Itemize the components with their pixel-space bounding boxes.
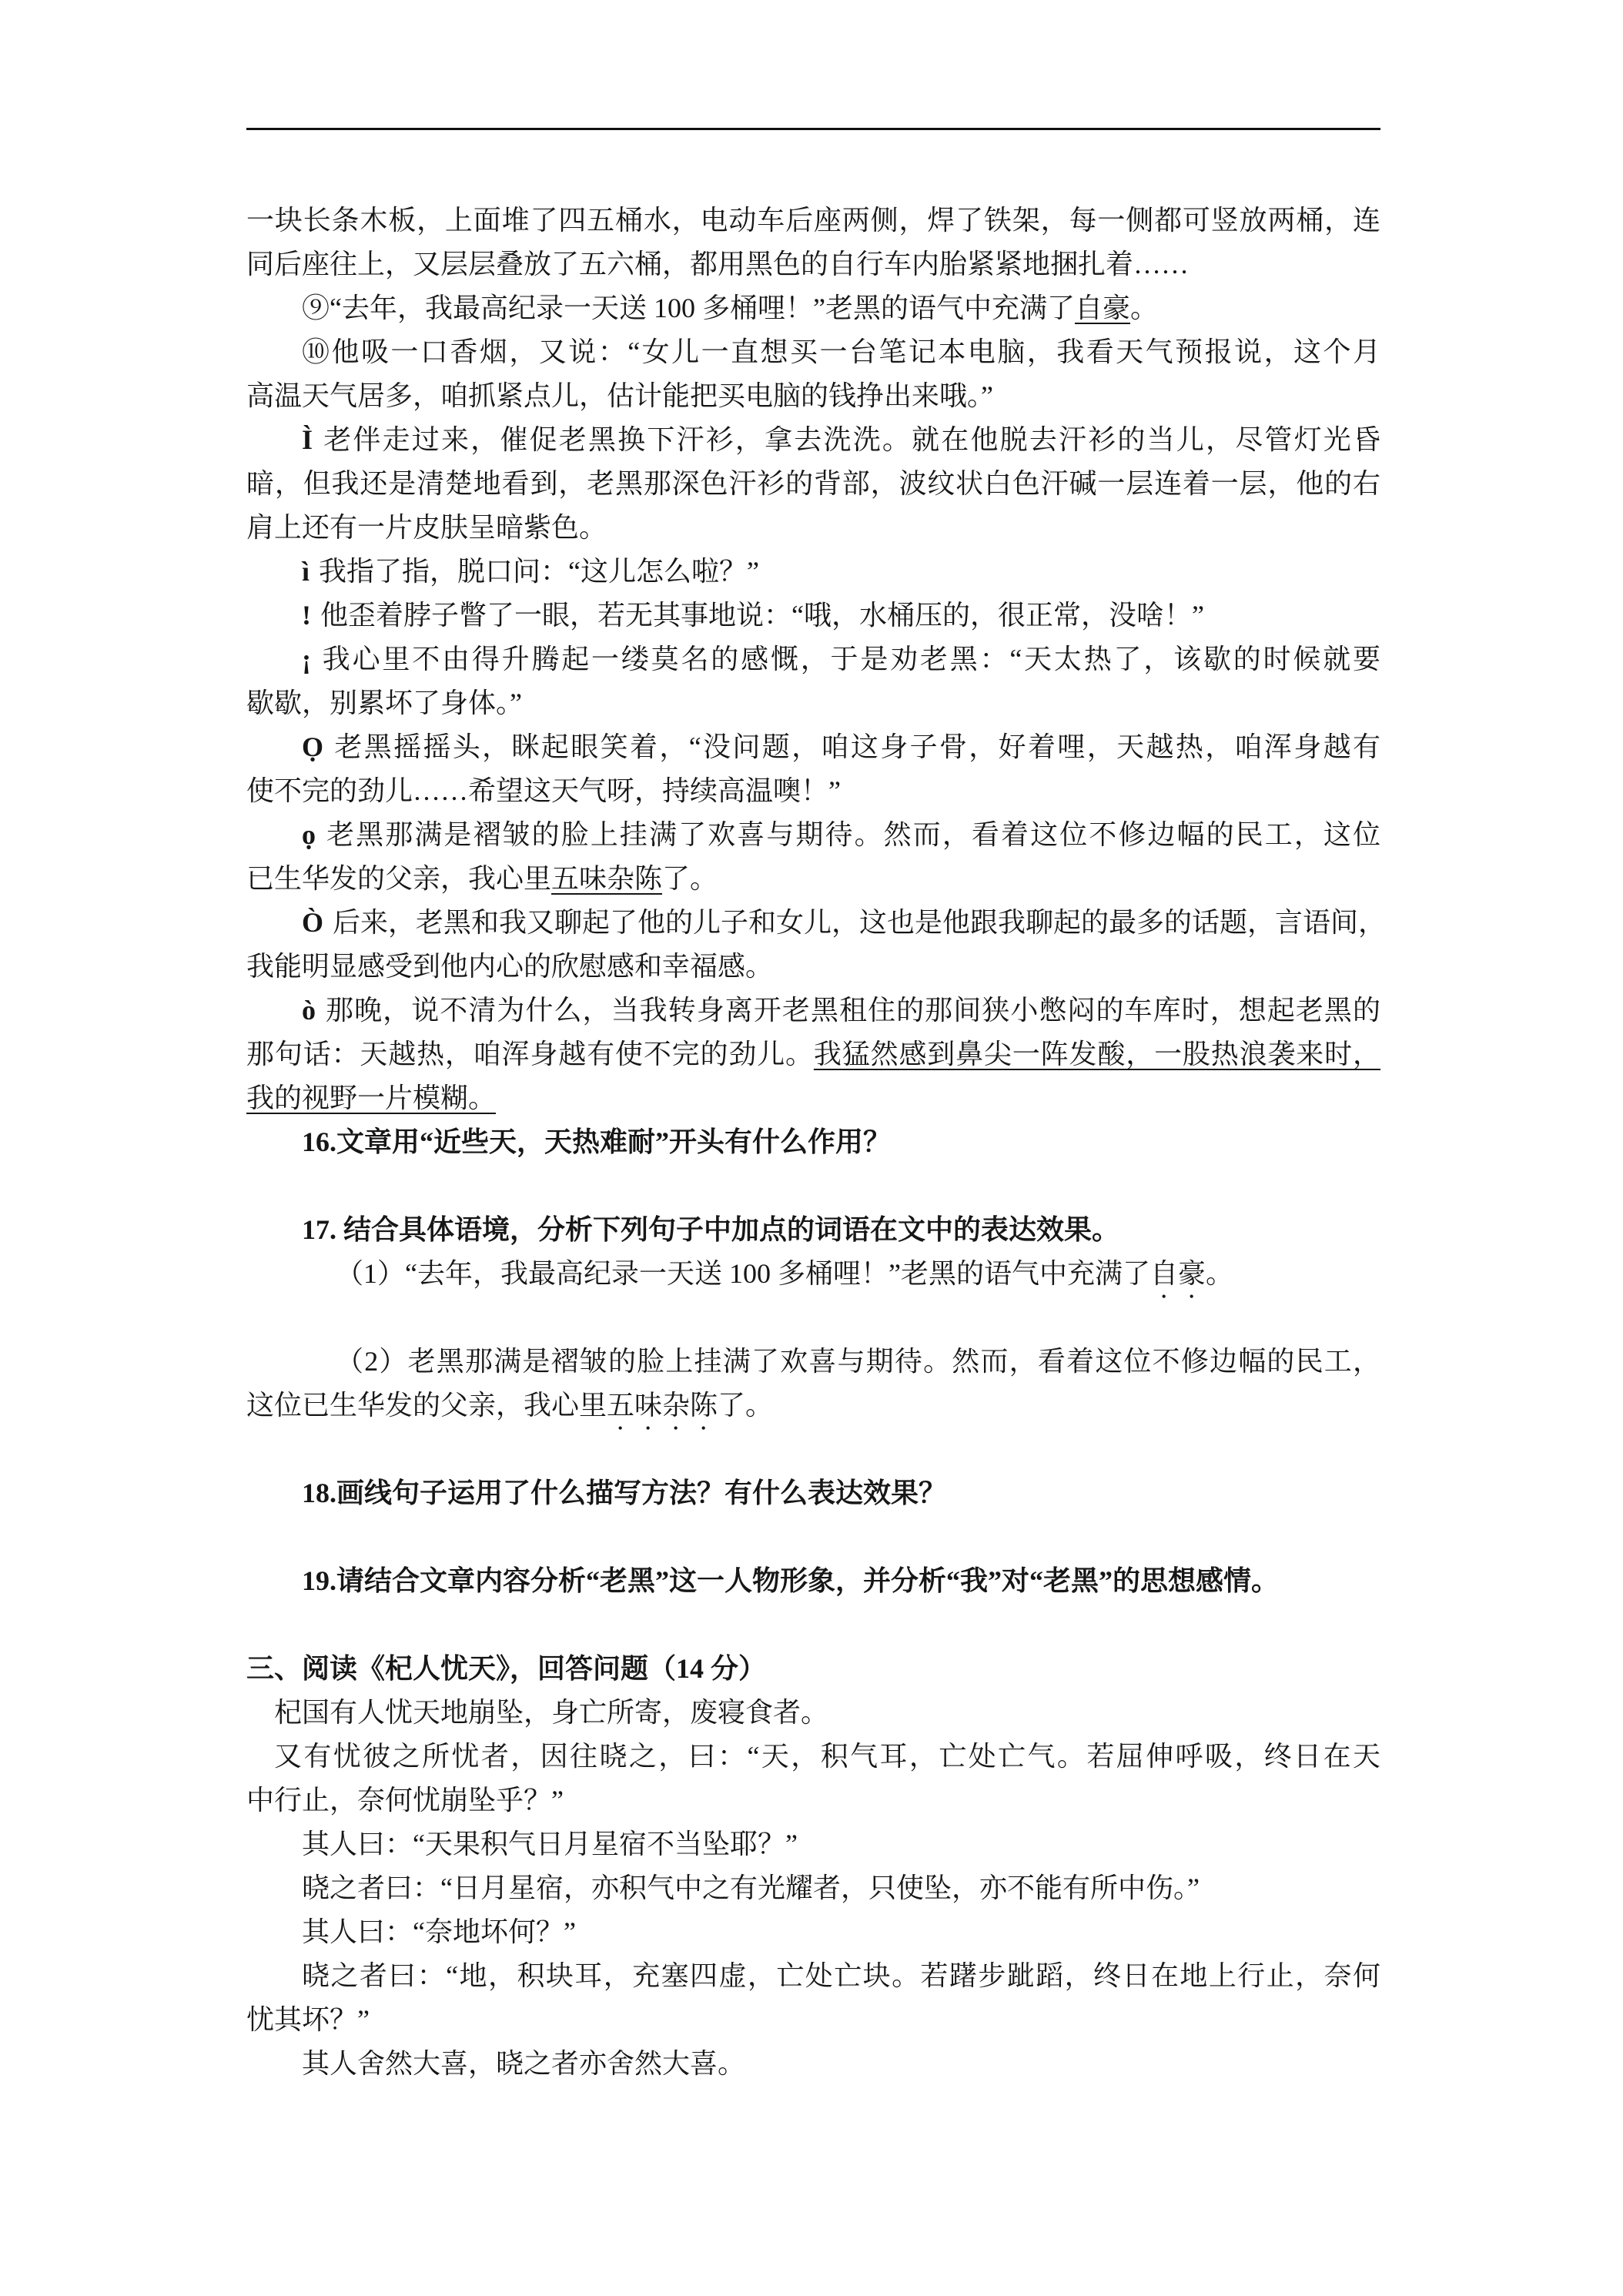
classical-text-line: 其人舍然大喜，晓之者亦舍然大喜。	[302, 2048, 746, 2079]
paragraph-number: ⑩	[302, 336, 332, 367]
paragraph-text: 。	[1130, 293, 1159, 323]
section-heading: 三、阅读《杞人忧天》，回答问题（14 分）	[246, 1653, 767, 1684]
question-text: 这位已生华发的父亲，我心里	[246, 1390, 607, 1421]
paragraph-text: 老伴走过来，催促老黑换下汗衫，拿去洗洗。就在他脱去汗衫的当儿，尽管灯光昏	[322, 424, 1380, 455]
question-text: 。	[1205, 1258, 1233, 1289]
passage-line: 我能明显感受到他内心的欣慰感和幸福感。	[246, 951, 774, 982]
paragraph-13	[246, 594, 1380, 638]
paragraph-text: “去年，我最高纪录一天送 100 多桶哩！”老黑的语气中充满了	[330, 293, 1075, 323]
dotted-word: 五味杂陈	[607, 1390, 718, 1421]
paragraph-text: 那晚，说不清为什么，当我转身离开老黑租住的那间狭小憋闷的车库时，想起老黑的	[325, 995, 1380, 1026]
classical-text-line: 其人曰：“天果积气日月星宿不当坠耶？”	[302, 1829, 798, 1859]
passage-line	[246, 1033, 1380, 1076]
classical-text-line: 晓之者曰：“日月星宿，亦积气中之有光耀者，只使坠，亦不能有所中伤。”	[302, 1873, 1200, 1903]
paragraph-9	[246, 286, 1380, 330]
paragraph-number: ⑨	[302, 293, 330, 323]
passage-line: 使不完的劲儿……希望这天气呀，持续高温噢！”	[246, 775, 841, 806]
paragraph-text: 老黑摇摇头，眯起眼笑着，“没问题，咱这身子骨，好着哩，天越热，咱浑身越有	[333, 731, 1380, 762]
underlined-word: 五味杂陈	[551, 863, 663, 894]
paragraph-text: 老黑那满是褶皱的脸上挂满了欢喜与期待。然而，看着这位不修边幅的民工，这位	[325, 819, 1380, 850]
question-text: 了。	[718, 1390, 774, 1421]
line-spacer	[246, 1515, 1380, 1559]
paragraph-text: 他歪着脖子瞥了一眼，若无其事地说：“哦，水桶压的，很正常，没啥！”	[320, 600, 1204, 631]
line-spacer	[246, 1296, 1380, 1340]
paragraph-text: 后来，老黑和我又聊起了他的儿子和女儿，这也是他跟我聊起的最多的话题，言语间，	[333, 907, 1387, 938]
question-17-item-1	[246, 1252, 1380, 1296]
passage-line: 高温天气居多，咱抓紧点儿，估计能把买电脑的钱挣出来哦。”	[246, 380, 993, 411]
question-18: 18.画线句子运用了什么描写方法？有什么表达效果？	[302, 1478, 947, 1508]
passage-line: 肩上还有一片皮肤呈暗紫色。	[246, 512, 607, 543]
question-17-item-2-line	[246, 1384, 1380, 1427]
paragraph-number: ì	[302, 556, 310, 587]
classical-text-line: 中行止，奈何忧崩坠乎？”	[246, 1785, 564, 1816]
underlined-sentence: 我猛然感到鼻尖一阵发酸，一股热浪袭来时，	[813, 1039, 1380, 1069]
line-spacer	[246, 1603, 1380, 1647]
paragraph-text: 那句话：天越热，咱浑身越有使不完的劲儿。	[246, 1039, 814, 1069]
question-17: 17. 结合具体语境，分析下列句子中加点的词语在文中的表达效果。	[302, 1214, 1120, 1245]
passage-line	[246, 857, 1380, 901]
paragraph-text: 他吸一口香烟，又说：“女儿一直想买一台笔记本电脑，我看天气预报说，这个月	[331, 336, 1380, 367]
paragraph-number: Ì	[302, 424, 313, 455]
page-content	[246, 199, 1387, 2086]
paragraph-text: 我指了指，脱口问：“这儿怎么啦？”	[319, 556, 759, 587]
dotted-word: 自豪	[1149, 1258, 1206, 1289]
paragraph-11	[246, 418, 1380, 462]
question-16: 16.文章用“近些天，天热难耐”开头有什么作用？	[302, 1126, 892, 1157]
passage-line: 歇歇，别累坏了身体。”	[246, 688, 522, 718]
passage-line: 同后座往上，又层层叠放了五六桶，都用黑色的自行车内胎紧紧地捆扎着……	[246, 249, 1190, 279]
paragraph-text: 了。	[662, 863, 718, 894]
paragraph-12	[246, 550, 1380, 594]
paragraph-18	[246, 989, 1380, 1033]
line-spacer	[246, 1427, 1380, 1471]
paragraph-16	[246, 813, 1380, 857]
paragraph-10	[246, 330, 1380, 374]
classical-text-line: 晓之者曰：“地，积块耳，充塞四虚，亡处亡块。若躇步跐蹈，终日在地上行止，奈何	[302, 1960, 1380, 1991]
question-text: （1）“去年，我最高纪录一天送 100 多桶哩！”老黑的语气中充满了	[336, 1258, 1150, 1289]
paragraph-15	[246, 725, 1380, 769]
header-rule	[246, 128, 1380, 130]
paragraph-number: Ò	[302, 907, 324, 938]
classical-text-line: 忧其坏？”	[246, 2004, 370, 2035]
classical-text-line: 又有忧彼之所忧者，因往晓之，曰：“天，积气耳，亡处亡气。若屈伸呼吸，终日在天	[274, 1741, 1380, 1772]
line-spacer	[246, 1164, 1380, 1208]
paragraph-17	[246, 901, 1387, 945]
underlined-sentence: 我的视野一片模糊。	[246, 1083, 497, 1113]
paragraph-number: !	[302, 600, 311, 631]
question-17-item-2: （2）老黑那满是褶皱的脸上挂满了欢喜与期待。然而，看着这位不修边幅的民工，	[336, 1346, 1380, 1377]
paragraph-number: ọ	[302, 819, 316, 850]
passage-line	[246, 1076, 1380, 1120]
question-19: 19.请结合文章内容分析“老黑”这一人物形象，并分析“我”对“老黑”的思想感情。	[302, 1565, 1280, 1596]
classical-text-line: 其人曰：“奈地坏何？”	[302, 1916, 576, 1947]
paragraph-number: ò	[302, 995, 316, 1026]
paragraph-text: 已生华发的父亲，我心里	[246, 863, 552, 894]
passage-line: 暗，但我还是清楚地看到，老黑那深色汗衫的背部，波纹状白色汗碱一层连着一层，他的右	[246, 468, 1380, 499]
passage-line: 一块长条木板，上面堆了四五桶水，电动车后座两侧，焊了铁架，每一侧都可竖放两桶，连	[246, 205, 1380, 236]
paragraph-text: 我心里不由得升腾起一缕莫名的感慨，于是劝老黑：“天太热了，该歇的时候就要	[320, 644, 1380, 674]
classical-text-line: 杞国有人忧天地崩坠，身亡所寄，废寝食者。	[274, 1697, 829, 1728]
underlined-word: 自豪	[1074, 293, 1130, 323]
paragraph-number: ¡	[302, 644, 311, 674]
paragraph-number: Ọ	[302, 731, 324, 762]
paragraph-14	[246, 638, 1380, 681]
